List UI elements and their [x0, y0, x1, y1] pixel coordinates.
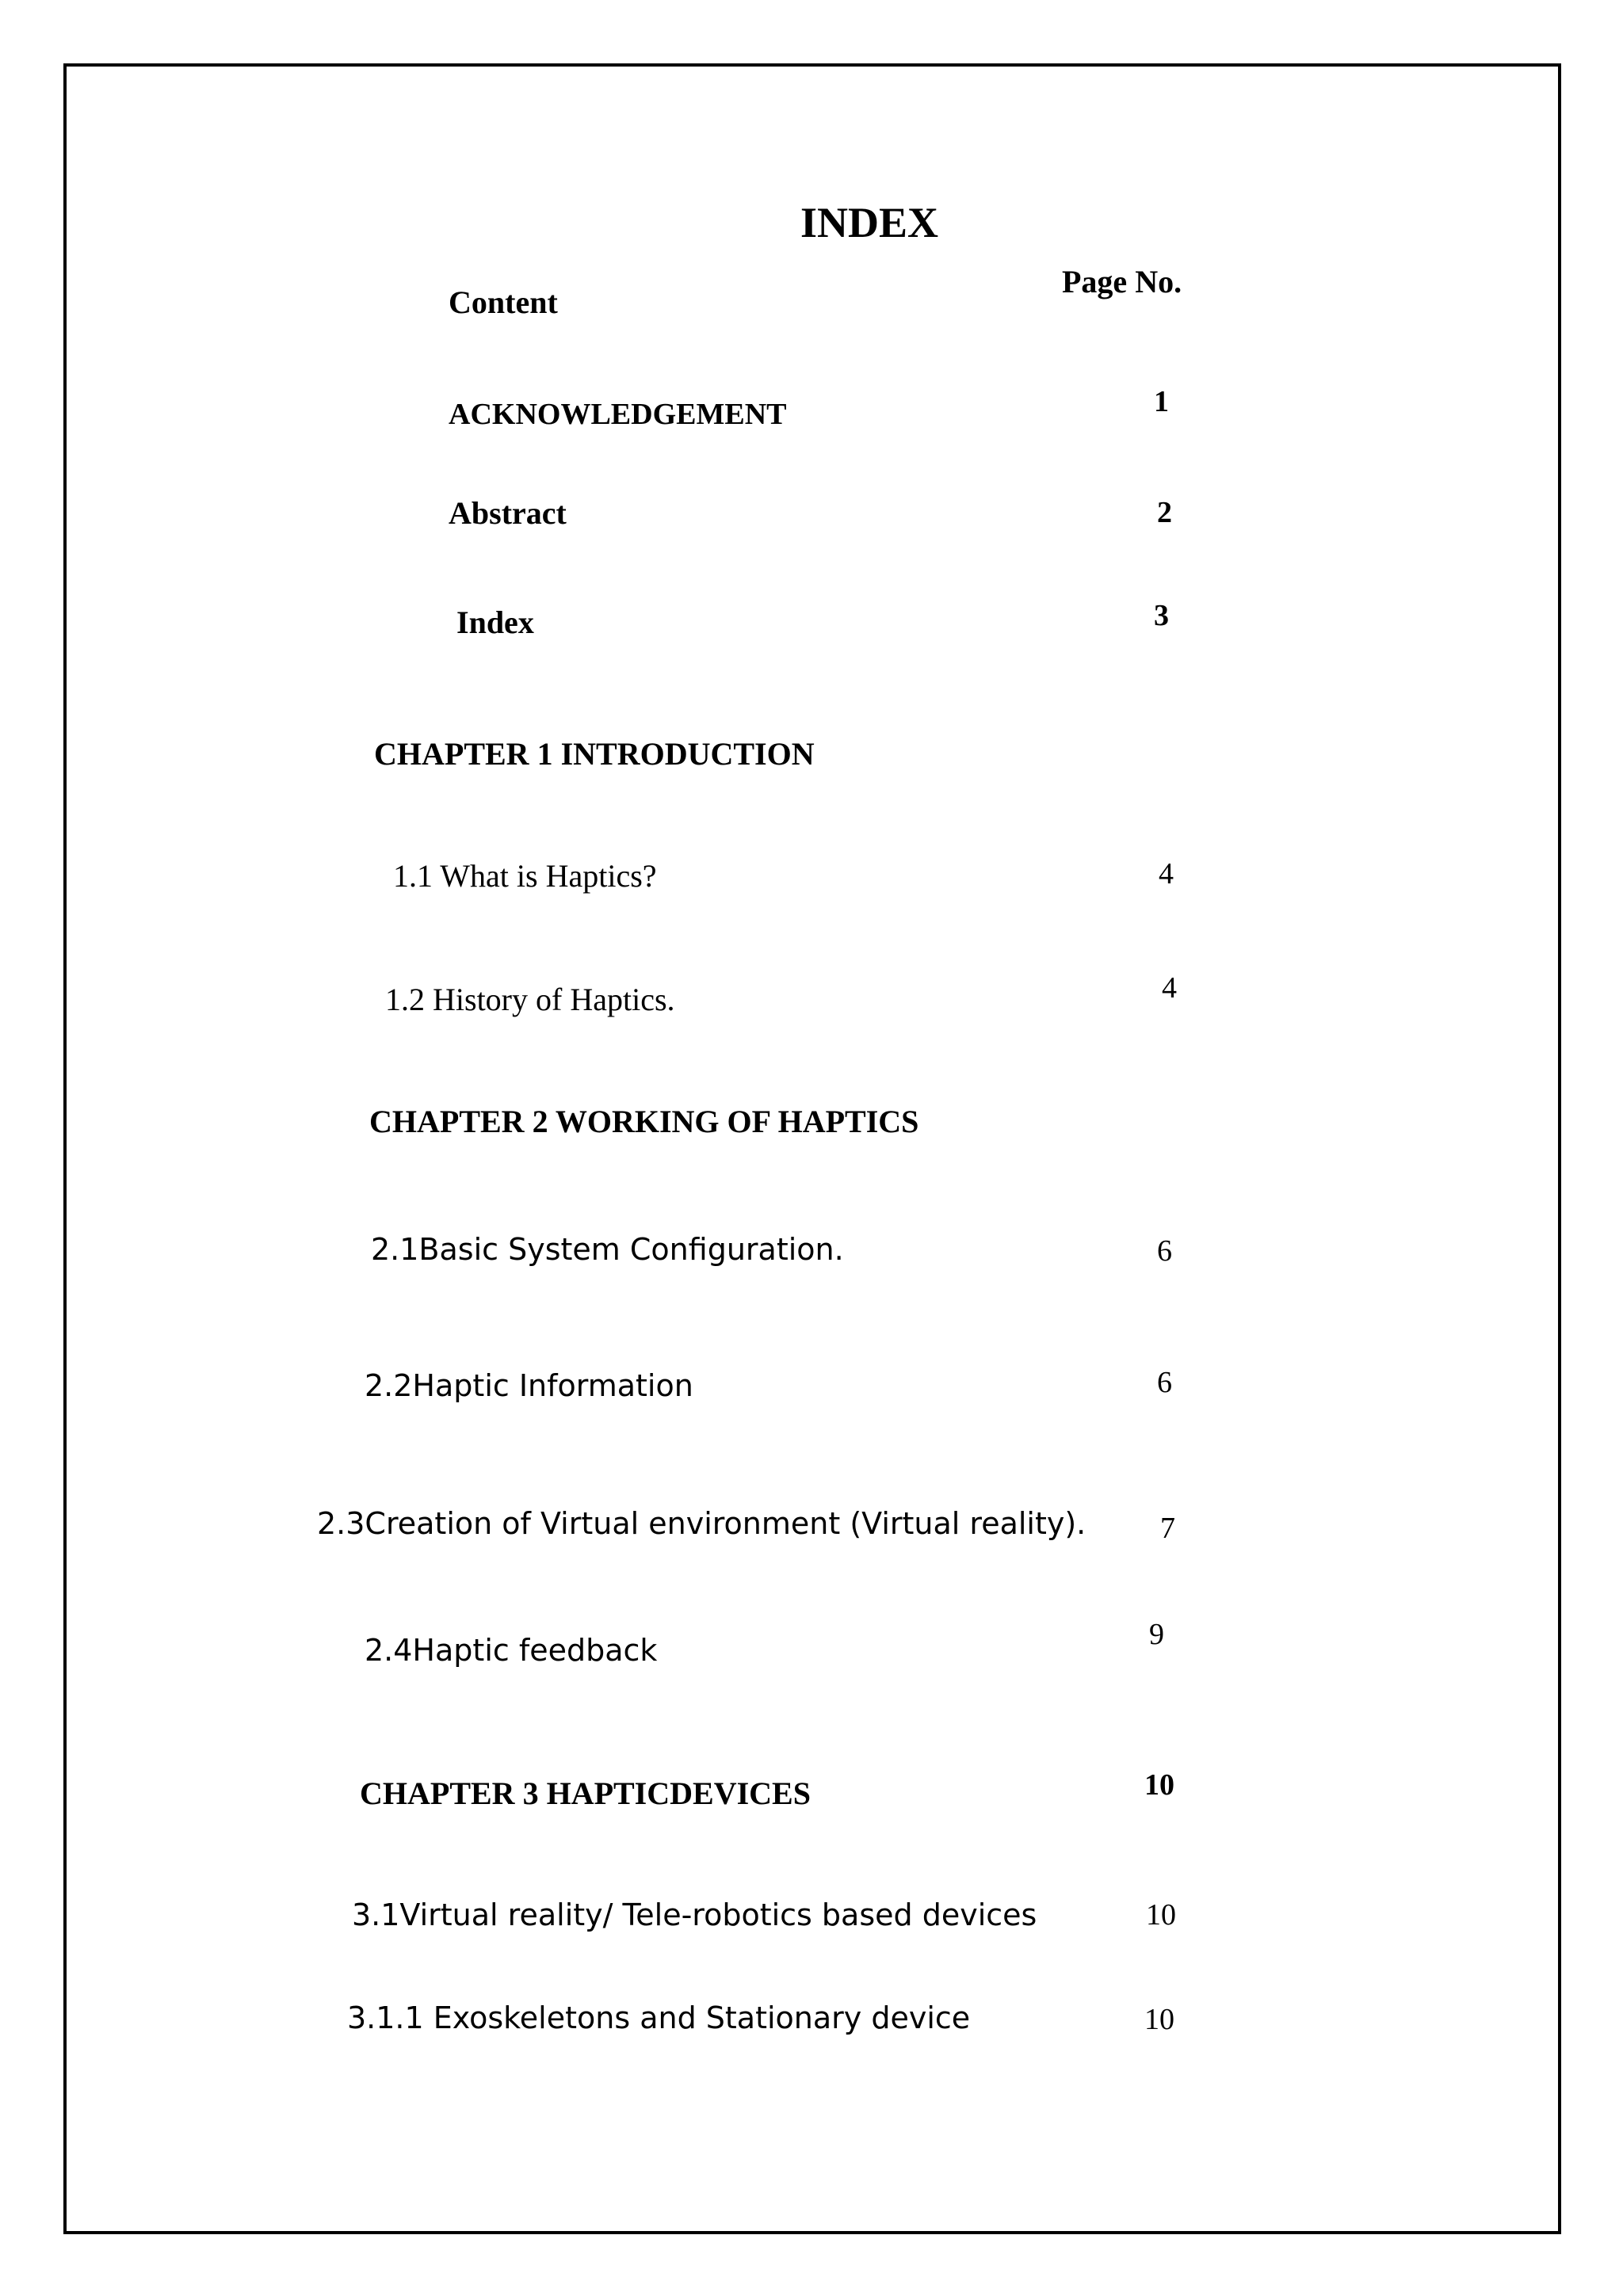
toc-entry-label: 3.1.1 Exoskeletons and Stationary device [347, 2000, 971, 2035]
toc-entry-label: Abstract [449, 495, 567, 531]
toc-entry-label: 2.1Basic System Configuration. [371, 1232, 844, 1267]
toc-entry-label: 3.1Virtual reality/ Tele-robotics based devices [352, 1897, 1037, 1932]
toc-entry-label: 1.2 History of Haptics. [385, 982, 675, 1017]
page-title: INDEX [800, 199, 939, 246]
page-column-header: Page No. [1062, 264, 1182, 299]
toc-entry-label: 2.2Haptic Information [365, 1368, 693, 1403]
toc-entry-label: Index [456, 605, 534, 640]
toc-entry-page: 3 [1154, 599, 1169, 632]
toc-chapter-heading: CHAPTER 1 INTRODUCTION [374, 736, 815, 772]
toc-entry-page: 6 [1157, 1366, 1172, 1399]
toc-entry-page: 10 [1144, 2003, 1174, 2036]
toc-entry-page: 10 [1146, 1898, 1176, 1932]
toc-entry-page: 6 [1157, 1234, 1172, 1268]
toc-entry-label: ACKNOWLEDGEMENT [449, 398, 787, 431]
toc-entry-page: 4 [1159, 857, 1174, 891]
toc-entry-page: 9 [1149, 1618, 1164, 1651]
toc-entry-page: 1 [1154, 385, 1169, 418]
toc-entry-label: 1.1 What is Haptics? [393, 858, 657, 894]
toc-entry-label: 2.4Haptic feedback [365, 1633, 658, 1668]
content-column-header: Content [449, 284, 558, 320]
toc-entry-page: 7 [1160, 1512, 1175, 1545]
toc-entry-page: 10 [1144, 1768, 1174, 1802]
toc-entry-page: 4 [1162, 971, 1177, 1005]
toc-chapter-heading: CHAPTER 3 HAPTICDEVICES [360, 1775, 811, 1811]
toc-entry-label: 2.3Creation of Virtual environment (Virtual reality). [317, 1506, 1086, 1541]
toc-chapter-heading: CHAPTER 2 WORKING OF HAPTICS [369, 1104, 919, 1139]
toc-entry-page: 2 [1157, 496, 1172, 529]
